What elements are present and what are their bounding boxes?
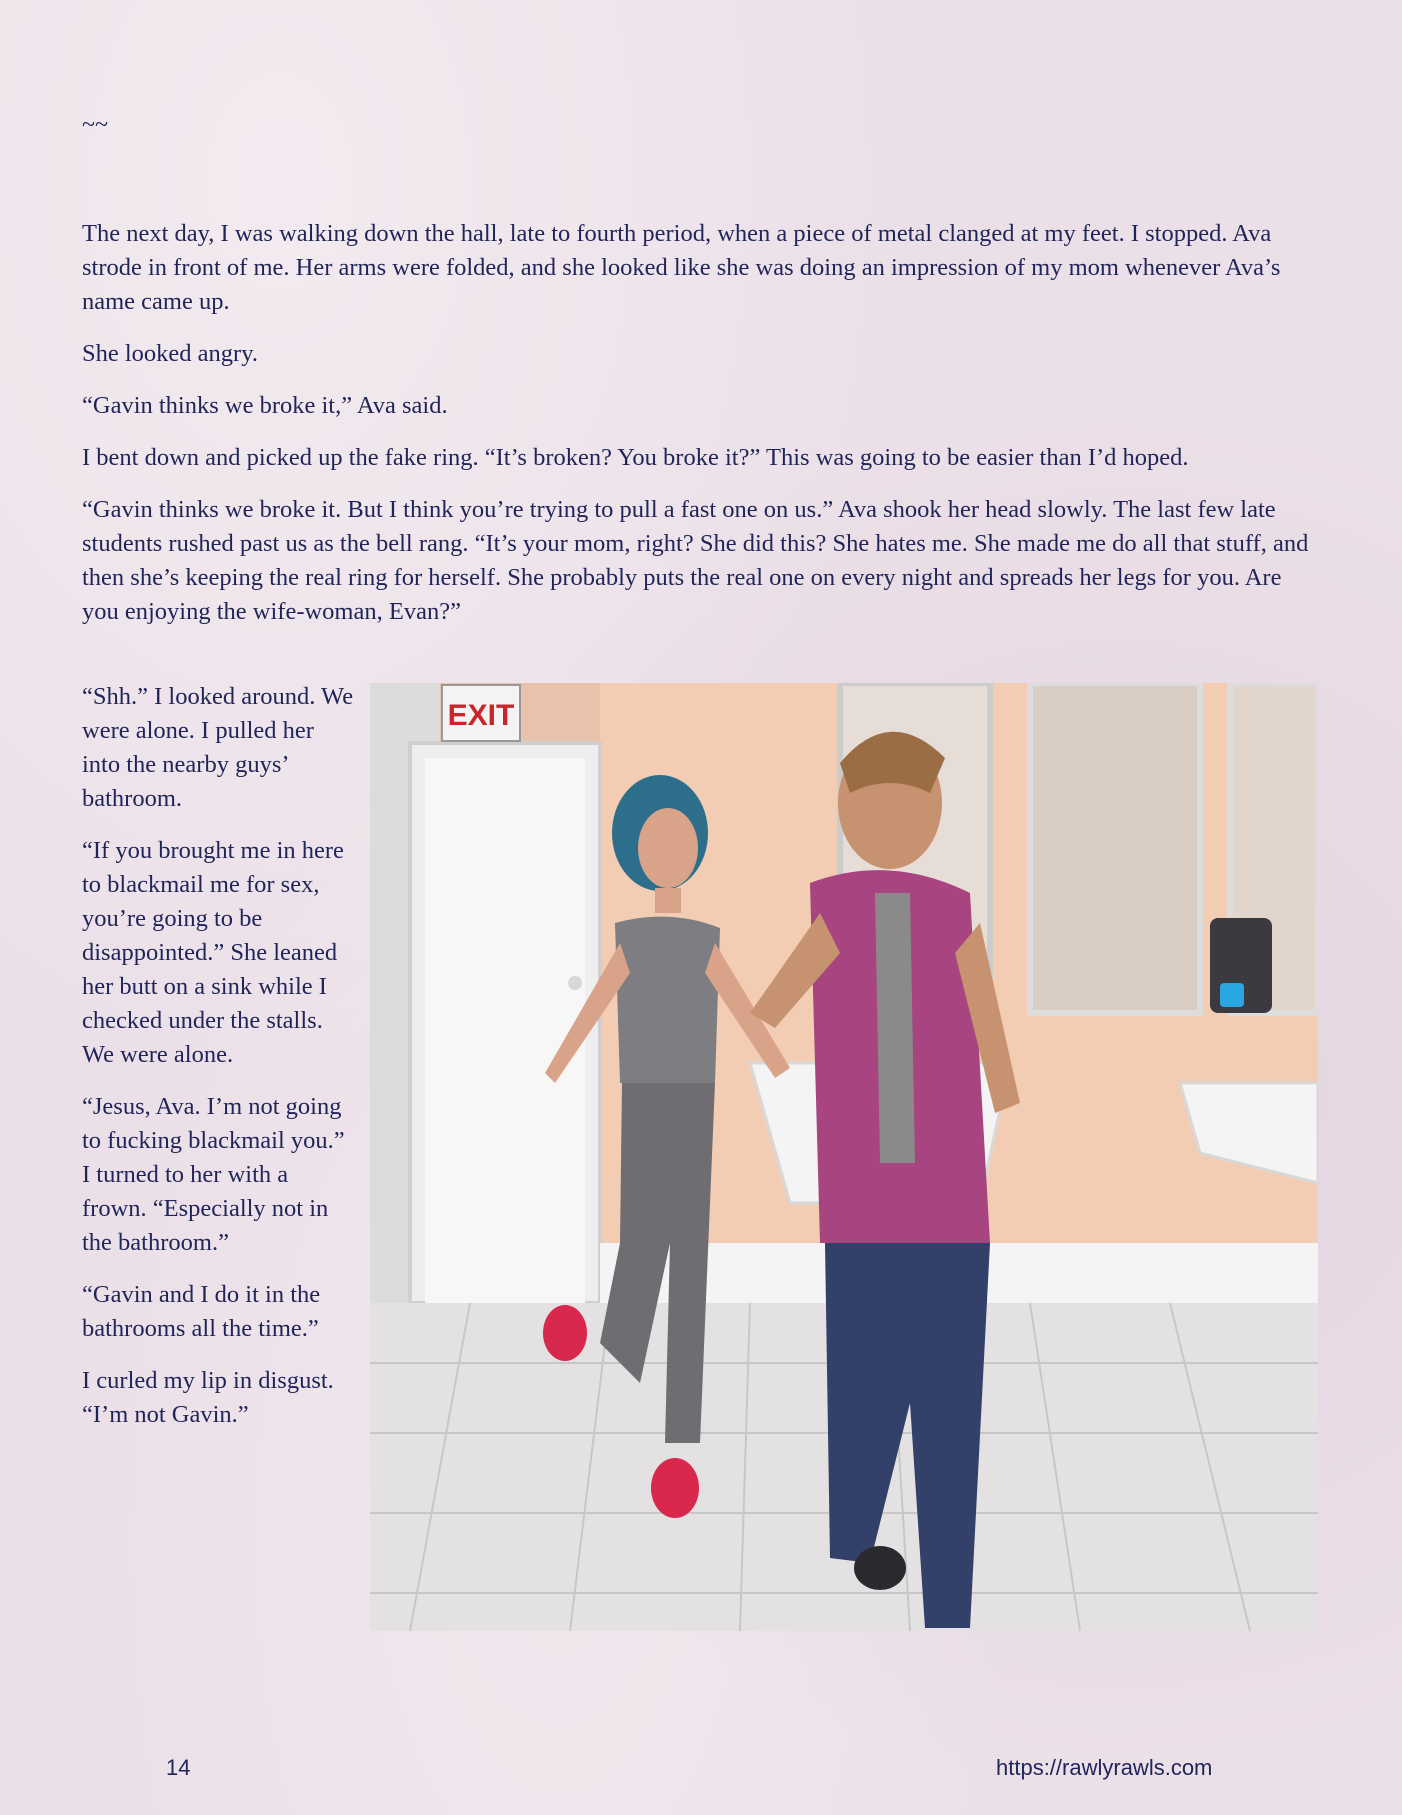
door-knob bbox=[568, 976, 582, 990]
paragraph: “Jesus, Ava. I’m not going to fucking blackmail you.” I turned to her with a frown. “Especially not in the bathroom.” bbox=[82, 1093, 345, 1256]
site-url-link[interactable]: https://rawlyrawls.com bbox=[996, 1755, 1213, 1780]
mirror bbox=[1030, 683, 1200, 1013]
paragraph: “If you brought me in here to blackmail me for sex, you’re going to be disappointed.” She leaned her butt on a sink while I checked under the stalls. We were alone. bbox=[82, 837, 344, 1068]
section-separator: ~~ bbox=[82, 112, 108, 138]
story-illustration bbox=[370, 683, 1318, 1631]
paragraph: “Shh.” I looked around. We were alone. I pulled her into the nearby guys’ bathroom. bbox=[82, 683, 354, 812]
paragraph: She looked angry. bbox=[82, 340, 258, 367]
body-text-side bbox=[82, 680, 357, 1450]
paragraph: “Gavin thinks we broke it. But I think you’re trying to pull a fast one on us.” Ava shook her head slowly. The last few late students rushed past us as the bell rang. “It’s your mom, right? She did this? She hates me. She made me do all that stuff, and then she’s keeping the real ring for herself. She probably puts the real one on every night and spreads her legs for you. Are you enjoying the wife-woman, Evan?” bbox=[82, 496, 1309, 625]
paragraph: “Gavin thinks we broke it,” Ava said. bbox=[82, 392, 448, 419]
page-number: 14 bbox=[166, 1755, 191, 1780]
door bbox=[425, 758, 585, 1303]
body-text-top bbox=[82, 217, 1320, 647]
dispenser-button bbox=[1220, 983, 1244, 1007]
paragraph: The next day, I was walking down the hall, late to fourth period, when a piece of metal clanged at my feet. I stopped. Ava strode in front of me. Her arms were folded, and she looked like she was doing an impression of my mom whenever Ava’s name came up. bbox=[82, 220, 1281, 315]
paragraph: “Gavin and I do it in the bathrooms all the time.” bbox=[82, 1281, 321, 1342]
exit-sign-text: EXIT bbox=[447, 699, 515, 732]
exit-sign-icon bbox=[442, 685, 520, 741]
paragraph: I curled my lip in disgust. “I’m not Gavin.” bbox=[82, 1367, 334, 1428]
paragraph: I bent down and picked up the fake ring. “It’s broken? You broke it?” This was going to be easier than I’d hoped. bbox=[82, 444, 1189, 471]
